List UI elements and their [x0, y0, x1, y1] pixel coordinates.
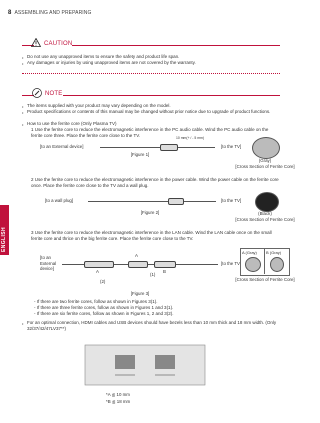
sub-note-2: - If there are three ferrite cores, follow as shown in Figures 1 and 3(1).: [34, 305, 174, 310]
page-header: [8, 10, 92, 16]
fig2-right-label: [to the TV]: [221, 198, 242, 203]
warning-icon: [31, 38, 41, 47]
bullet-icon: •: [22, 55, 24, 60]
fig3-caption: [Figure 3]: [130, 291, 150, 296]
fig3-core-a: [84, 261, 114, 268]
fig2-cable: [88, 201, 216, 202]
sub-note-1: - If there are two ferrite cores, follow as shown in Figures 3(1).: [34, 299, 158, 304]
fig3-section-label: [Cross Section of Ferrite Core]: [235, 277, 295, 282]
caution-rule-right: [72, 45, 280, 46]
caution-title: CAUTION: [44, 41, 73, 47]
note-item-2: Product specifications or contents of this manual may be changed without prior notice due to upgrade of product functions.: [27, 109, 271, 114]
page-number: 8: [8, 10, 12, 16]
fig1-left-label: [to an External device]: [40, 144, 84, 149]
fig3-section-divider: [264, 248, 265, 274]
caution-item-1: Do not use any unapproved items to ensure the safety and product life span.: [27, 54, 180, 59]
fig3-label-b: B: [163, 269, 166, 274]
fig2-color: (Black): [258, 211, 272, 216]
fig3-core-b: [154, 261, 176, 268]
fig2-left-label: [to a wall plug]: [45, 198, 74, 203]
fig3-label-a2: A: [135, 253, 138, 258]
fig1-dimension: 10 mm(+ / - 5 mm): [176, 136, 204, 140]
note-pencil-icon: [32, 88, 42, 98]
fig1-ferrite-core: [160, 144, 178, 151]
sub-note-3: - If there are six ferrite cores, follow as shown in Figures 1, 2 and 3(2).: [34, 311, 174, 316]
note-item-1: The items supplied with your product may vary depending on the model.: [27, 103, 171, 108]
fig3-right-label: [to the TV]: [221, 261, 242, 266]
fig3-core-a2: [128, 261, 148, 268]
fig2-ferrite-core: [168, 198, 184, 205]
note-title: NOTE: [45, 91, 63, 97]
fig1-right-label: [to the TV]: [221, 144, 242, 149]
fig3-b-gray: B (Gray): [266, 250, 282, 255]
note-rule-right: [63, 95, 280, 96]
fig3-label-a: A: [96, 269, 99, 274]
fig3-core-b-section: [270, 257, 284, 272]
fig1-caption: [Figure 1]: [130, 152, 150, 157]
bullet-icon: •: [22, 321, 24, 326]
step-2-text: 2 Use the ferrite core to reduce the electromagnetic interference in the power cable. Wind the power cable on the ferrite core once. Place the ferrite core close to the TV and a wall plug.: [31, 177, 279, 188]
caution-item-2: Any damages or injuries by using unapproved items are not covered by the warranty.: [27, 60, 196, 65]
section-title: ASSEMBLING AND PREPARING: [14, 10, 92, 16]
note-item-3: How to use the ferrite core (Only Plasma TV): [27, 121, 117, 126]
bullet-icon: •: [22, 110, 24, 115]
dim-b: *B ≦ 18 mm: [106, 399, 131, 404]
bullet-icon: •: [22, 104, 24, 109]
dim-a: *A ≦ 10 mm: [106, 392, 130, 397]
step-1-text: 1 Use the ferrite core to reduce the electromagnetic interference in the PC audio cable. Wind the PC audio cable on the ferrite core three. Place the ferrite core close to the TV.: [31, 127, 269, 138]
fig2-core-section: [255, 192, 279, 212]
note-item-last: For an optimal connection, HDMI cables and USB devices should have bezels less than 10 mm thick and 18 mm width. (Only 32/37/42/47LV37**): [27, 320, 277, 331]
caution-divider: [22, 73, 280, 74]
fig3-left-label: [to an External device]: [40, 255, 57, 271]
language-tab-label: ENGLISH: [1, 226, 7, 252]
fig3-label-1: (1): [150, 272, 156, 277]
fig1-color: (Gray): [258, 158, 272, 163]
bullet-icon: •: [22, 61, 24, 66]
fig1-core-section: [252, 137, 280, 159]
fig1-cable: [100, 147, 215, 148]
step-3-text: 3 Use the ferrite core to reduce the electromagnetic interference in the LAN cable. Wind the LAN cable once on the small ferrite core and thrice on the big ferrite core. Place the ferrite core close to the TV.: [31, 230, 272, 241]
fig2-caption: [Figure 2]: [140, 210, 160, 215]
fig2-section-label: [Cross Section of Ferrite Core]: [235, 217, 295, 222]
fig3-core-a-section: [245, 257, 261, 272]
fig3-a-gray: A (Gray): [242, 250, 257, 255]
tv-port-diagram: [80, 340, 210, 390]
fig3-label-2: (2): [100, 279, 106, 284]
bullet-icon: •: [22, 122, 24, 127]
fig1-section-label: [Cross Section of Ferrite Core]: [235, 164, 295, 169]
language-tab: [0, 205, 9, 255]
